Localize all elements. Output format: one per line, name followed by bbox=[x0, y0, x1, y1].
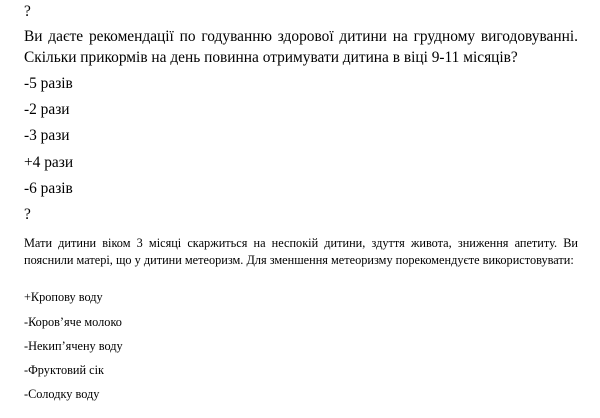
question-text: Мати дитини віком 3 місяці скаржиться на неспокій дитини, здуття живота, зниження апетиту. Ви пояснили матері, що у дитини метеоризм. Для зменшення метеоризму порекомендуєте використовувати: bbox=[24, 236, 578, 267]
answer-option: -Некип’ячену воду bbox=[24, 339, 123, 353]
answer-option: -2 рази bbox=[24, 101, 70, 118]
answer-option-correct: +4 рази bbox=[24, 154, 74, 171]
question-marker: ? bbox=[24, 206, 31, 223]
answer-option: -5 разів bbox=[24, 75, 73, 92]
question-text: Ви даєте рекомендації по годуванню здорової дитини на грудному вигодовуванні. Скільки прикормів на день повинна отримувати дитина в віці 9-11 місяців? bbox=[24, 28, 578, 66]
answer-option: -Фруктовий сік bbox=[24, 363, 105, 377]
question-marker: ? bbox=[24, 3, 31, 20]
answer-option: -Коров’яче молоко bbox=[24, 315, 122, 329]
answer-option: -3 рази bbox=[24, 127, 70, 144]
answer-option: -Солодку воду bbox=[24, 387, 100, 401]
answer-option-correct: +Кропову воду bbox=[24, 290, 103, 304]
answer-option: -6 разів bbox=[24, 180, 73, 197]
